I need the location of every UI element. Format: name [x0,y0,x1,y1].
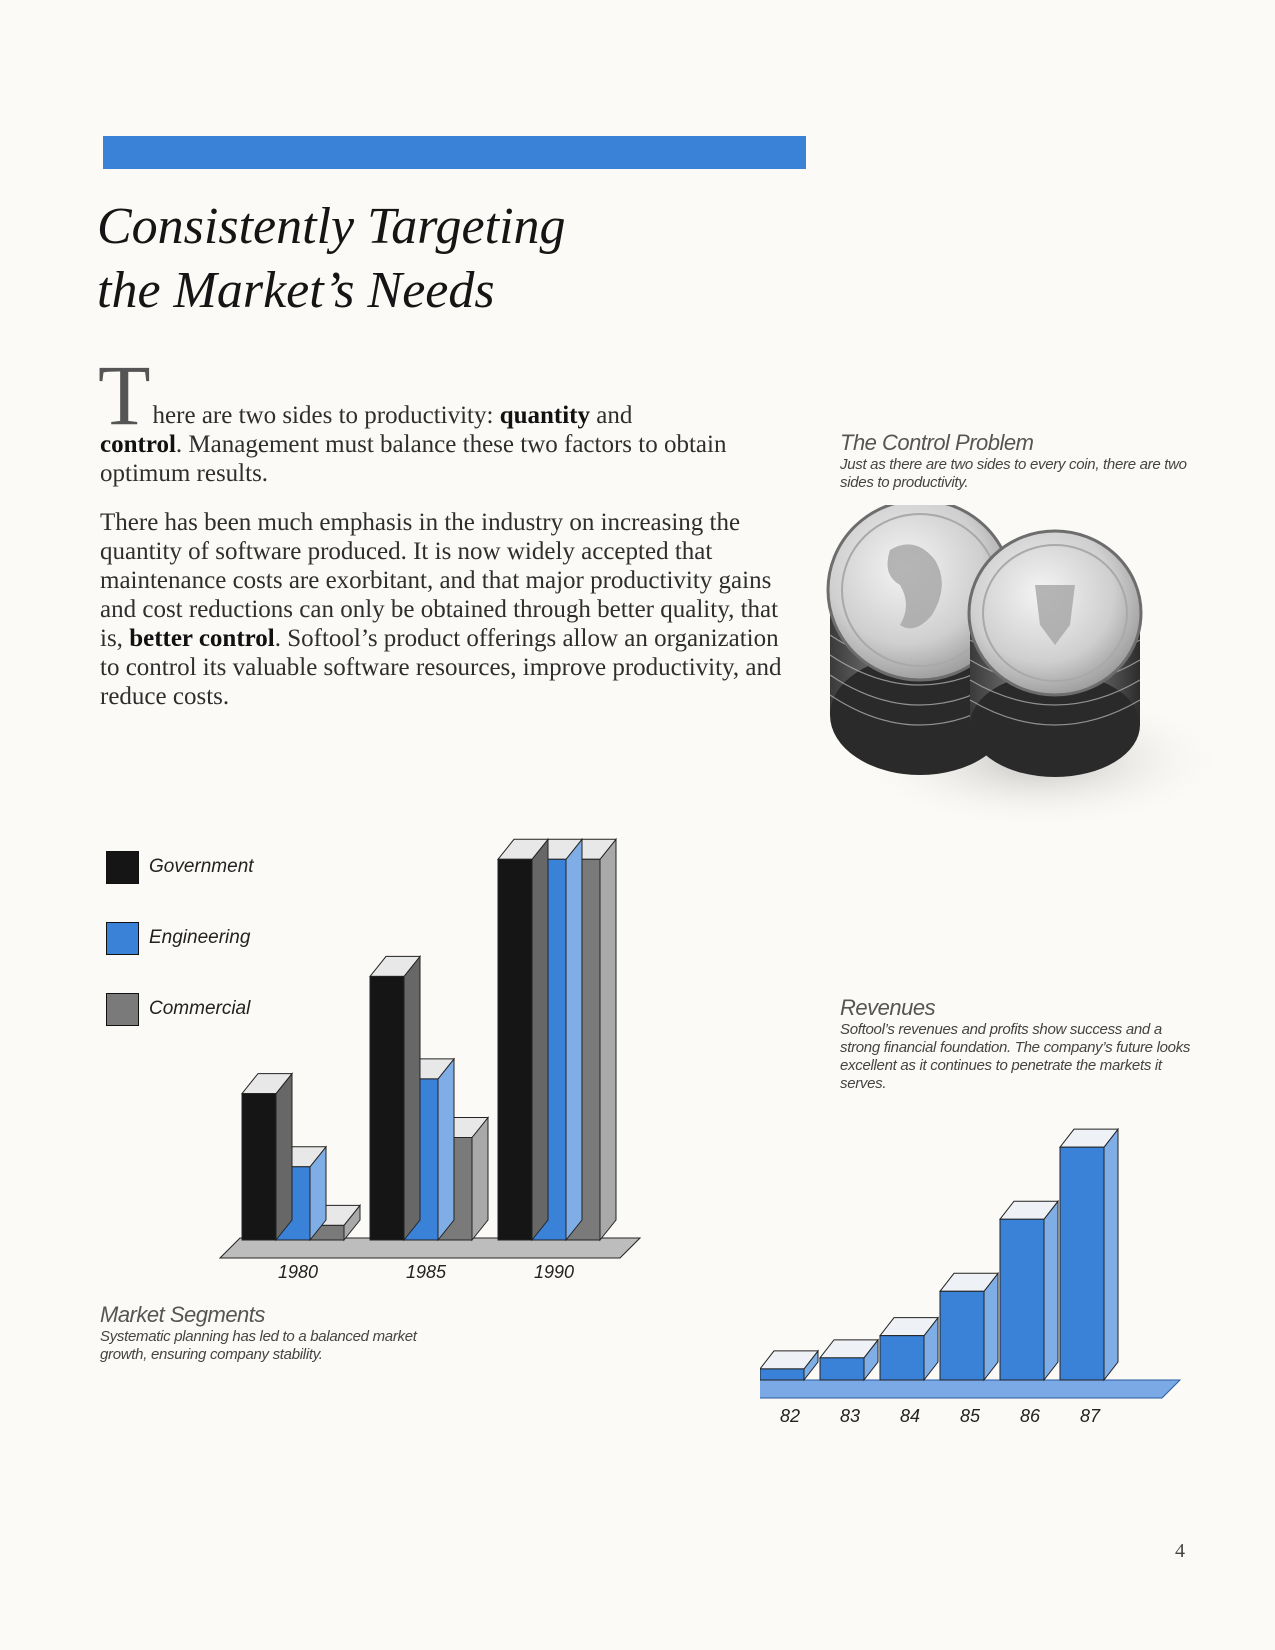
market-segments-caption [100,1302,440,1364]
page-title [97,195,566,323]
revenues-caption [840,995,1200,1093]
revenues-chart-floor [760,1380,1180,1398]
legend-swatch-commercial [106,993,139,1026]
revenue-x-tick-label: 86 [1019,1406,1041,1426]
title-line-2: the Market’s Needs [97,262,495,319]
paragraph-2 [100,508,800,711]
control-problem-caption [840,430,1200,492]
revenue-x-tick-label: 84 [899,1406,921,1426]
revenue-bar-83-front [820,1358,864,1380]
bar-1980-government-front [242,1094,276,1240]
bar-1985-engineering-side [438,1059,454,1240]
legend-swatch-engineering [106,922,139,955]
revenue-bar-86 [1000,1201,1058,1380]
bar-1980-government [242,1074,292,1240]
revenue-bar-85-front [940,1291,984,1380]
segments-caption-title: Market Segments [100,1302,265,1327]
bold-quantity: quantity [499,402,590,429]
p1-mid: and [590,402,633,429]
revenues-chart [760,1110,1240,1440]
legend-label-government: Government [149,856,254,877]
p1-rest: . Management must balance these two factors to obtain optimum results. [100,431,727,487]
revenue-x-tick-label: 82 [779,1406,801,1426]
p2-start: There has been much emphasis in the industry on increasing the quantity of software produced. It is now widely accepted that maintenance costs are exorbitant, and that major productivity gains and cost reductions can only be obtained through better quality, that is, [100,509,779,652]
bar-1985-commercial-side [472,1118,488,1241]
segments-chart-floor [220,1238,640,1258]
revenues-caption-title: Revenues [840,995,936,1020]
bar-1990-government [498,839,548,1240]
revenue-bar-87 [1060,1129,1118,1380]
revenue-bar-85 [940,1273,998,1380]
revenue-bar-82-front [760,1369,804,1380]
revenue-x-tick-label: 87 [1079,1406,1101,1426]
revenue-bar-84-front [880,1336,924,1380]
revenues-caption-text: Softool’s revenues and profits show success and a strong financial foundation. The company’s future looks excellent as it continues to penetrate the markets it serves. [840,1021,1191,1092]
revenue-bar-83 [820,1340,878,1380]
paragraph-1 [98,347,800,488]
revenue-bar-82 [760,1351,818,1380]
bar-1985-government-front [370,976,404,1240]
page-number: 4 [1175,1540,1185,1562]
control-caption-title: The Control Problem [840,430,1034,455]
bar-1990-commercial-side [600,839,616,1240]
bar-1990-engineering-side [566,839,582,1240]
revenue-bar-87-side [1104,1129,1118,1380]
revenue-bar-86-front [1000,1219,1044,1380]
title-line-1: Consistently Targeting [97,198,566,255]
bar-1985-government-side [404,956,420,1240]
coins-photo [820,505,1220,835]
p2-end: . Softool’s product offerings allow an organization to control its valuable software resources, improve productivity, and reduce costs. [100,625,782,710]
paragraph-1-first-line [98,347,800,443]
segments-x-tick-label: 1980 [277,1262,319,1280]
bar-1990-government-side [532,839,548,1240]
revenue-x-tick-label: 83 [839,1406,861,1426]
bold-better-control: better control [129,625,275,652]
legend-label-commercial: Commercial [149,998,251,1019]
segments-x-tick-label: 1985 [405,1262,447,1280]
revenue-bar-87-front [1060,1147,1104,1380]
right-coin-stack [969,531,1141,777]
segments-x-tick-label: 1990 [533,1262,575,1280]
bar-1990-government-front [498,859,532,1240]
legend-swatch-government [106,851,139,884]
revenue-bar-84 [880,1318,938,1380]
segments-caption-text: Systematic planning has led to a balanced market growth, ensuring company stability. [100,1328,417,1363]
bold-control: control [100,431,176,458]
top-accent-bar [103,136,806,169]
control-caption-text: Just as there are two sides to every coin, there are two sides to productivity. [840,456,1187,491]
legend-label-engineering: Engineering [149,927,251,948]
revenue-x-tick-label: 85 [959,1406,981,1426]
bar-1980-government-side [276,1074,292,1240]
body-text [98,347,800,711]
bar-1985-government [370,956,420,1240]
p1-first: here are two sides to productivity: [152,402,500,429]
revenue-bar-86-side [1044,1201,1058,1380]
market-segments-chart [200,820,700,1280]
drop-cap: T [98,347,151,443]
